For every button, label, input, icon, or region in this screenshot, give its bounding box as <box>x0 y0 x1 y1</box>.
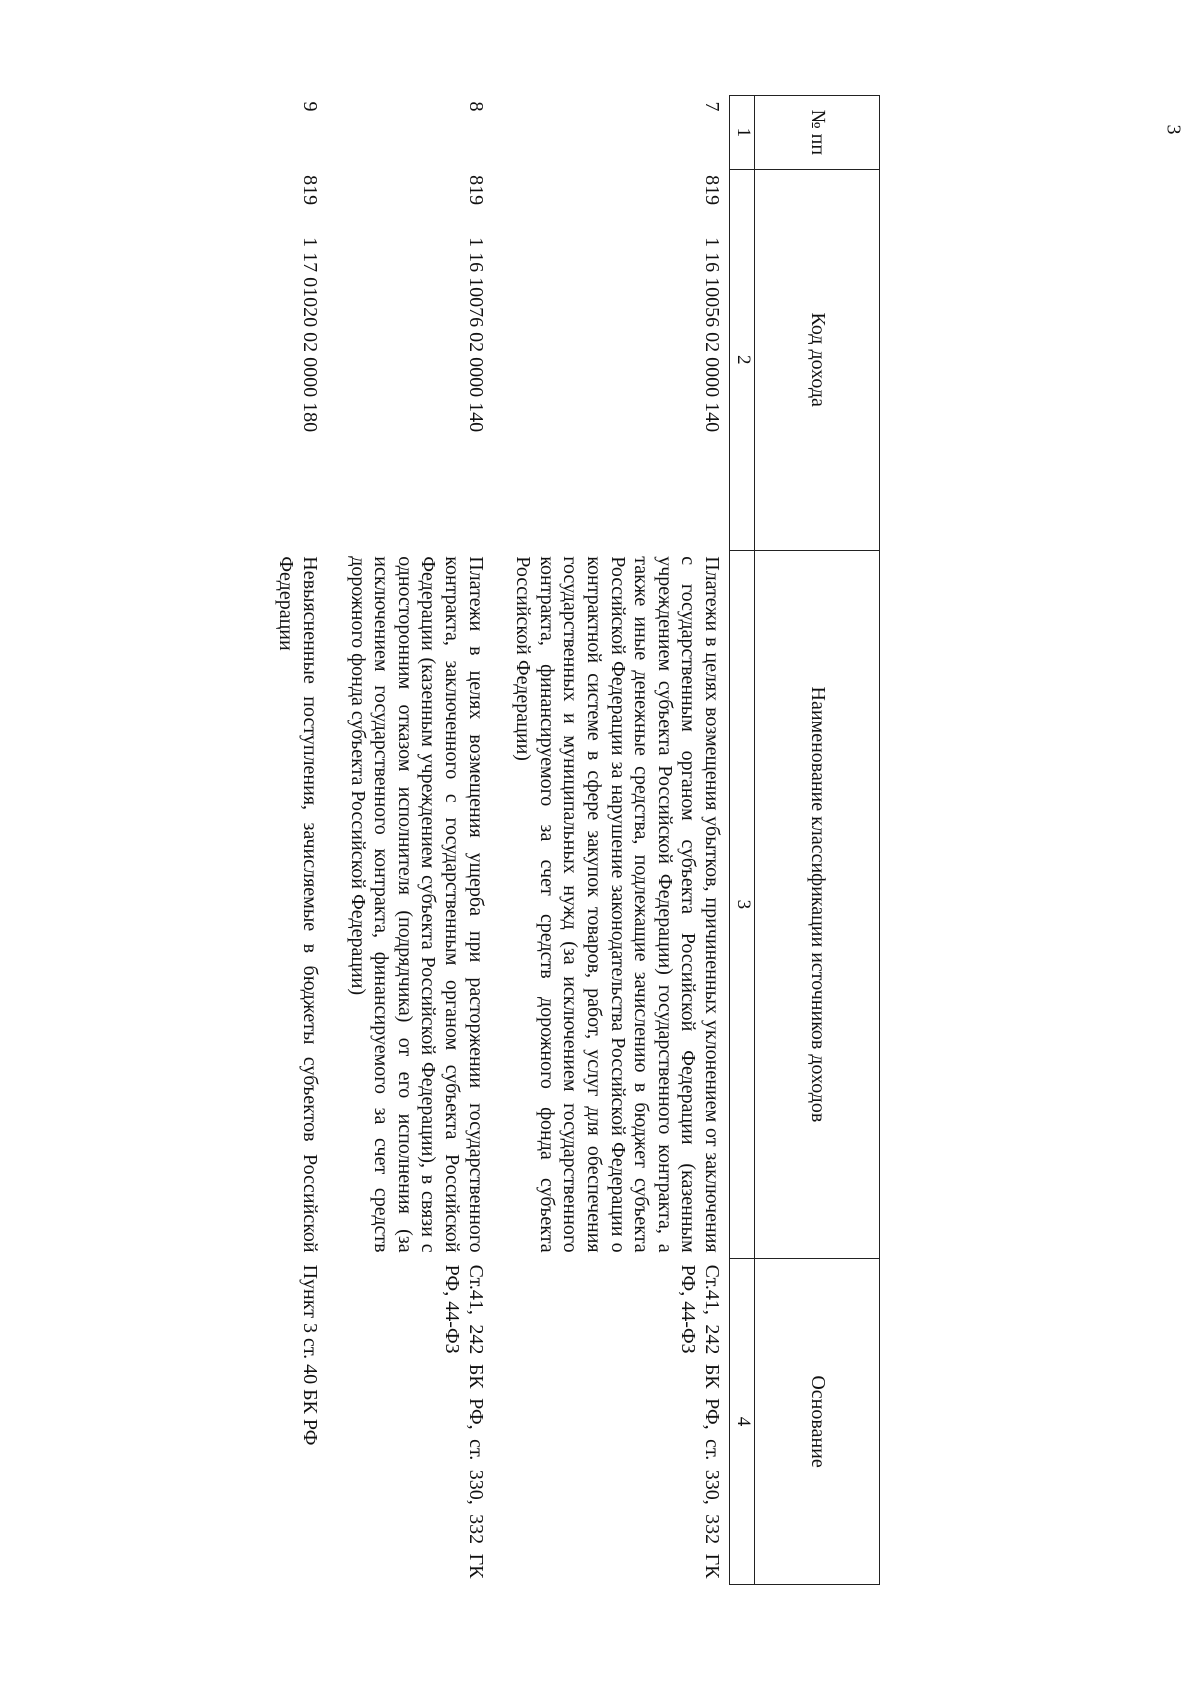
table-row <box>493 96 730 1585</box>
column-number: 2 <box>730 169 755 550</box>
income-name: Невыясненные поступления, зачисляемые в бюджеты субъектов Российской Федерации <box>275 556 322 1253</box>
header-name: Наименование классификации источников доходов <box>755 550 880 1258</box>
row-number: 8 <box>464 101 487 112</box>
income-code: 1 16 10056 02 0000 140 <box>701 237 723 433</box>
page-number: 3 <box>1162 124 1185 135</box>
table-row <box>327 96 493 1585</box>
income-code: 1 16 10076 02 0000 140 <box>464 237 487 433</box>
income-name: Платежи в целях возмещения ущерба при расторжении государственного контракта, заключенного с государственным органом субъекта Российской Федерации (казенным учреждением субъекта Российской Федерации), в связи с односторонним отказом исполнителя (подрядчика) от его исполнения (за исключением государственного контракта, финансируемого за счет средств дорожного фонда субъекта Российской Федерации) <box>346 556 487 1253</box>
column-number: 3 <box>730 550 755 1258</box>
rotated-table-wrapper <box>140 95 880 1585</box>
income-code-cell <box>256 169 327 550</box>
column-number: 1 <box>730 96 755 170</box>
agency-code: 819 <box>464 175 487 206</box>
table-row <box>256 96 327 1585</box>
revenue-classification-table <box>256 95 880 1585</box>
agency-code: 819 <box>701 175 723 206</box>
income-code-cell <box>493 169 730 550</box>
income-basis: Пункт 3 ст. 40 БК РФ <box>299 1264 322 1446</box>
table-header-row <box>755 96 880 1585</box>
column-number-row <box>730 96 755 1585</box>
income-code: 1 17 01020 02 0000 180 <box>299 237 322 433</box>
header-code: Код дохода <box>755 169 880 550</box>
row-number: 7 <box>701 101 723 112</box>
header-basis: Основание <box>755 1259 880 1585</box>
agency-code: 819 <box>299 175 322 206</box>
income-code-cell <box>327 169 493 550</box>
income-name: Платежи в целях возмещения убытков, причиненных уклонением от заключения с государственным органом субъекта Российской Федерации (казенным учреждением субъекта Российской Федерации) государственного контракта, а также иные денежные средства, подлежащие зачислению в бюджет субъекта Российской Федерации за нарушение законодательства Российской Федерации о контрактной системе в сфере закупок товаров, работ, услуг для обеспечения государственных и муниципальных нужд (за исключением государственного контракта, финансируемого за счет средств дорожного фонда субъекта Российской Федерации) <box>512 556 723 1253</box>
income-basis: Ст.41, 242 БК РФ, ст. 330, 332 ГК РФ, 44-ФЗ <box>441 1264 487 1579</box>
row-number: 9 <box>299 101 322 112</box>
column-number: 4 <box>730 1259 755 1585</box>
income-basis: Ст.41, 242 БК РФ, ст. 330, 332 ГК РФ, 44-ФЗ <box>677 1264 723 1579</box>
header-no: № пп <box>755 96 880 170</box>
